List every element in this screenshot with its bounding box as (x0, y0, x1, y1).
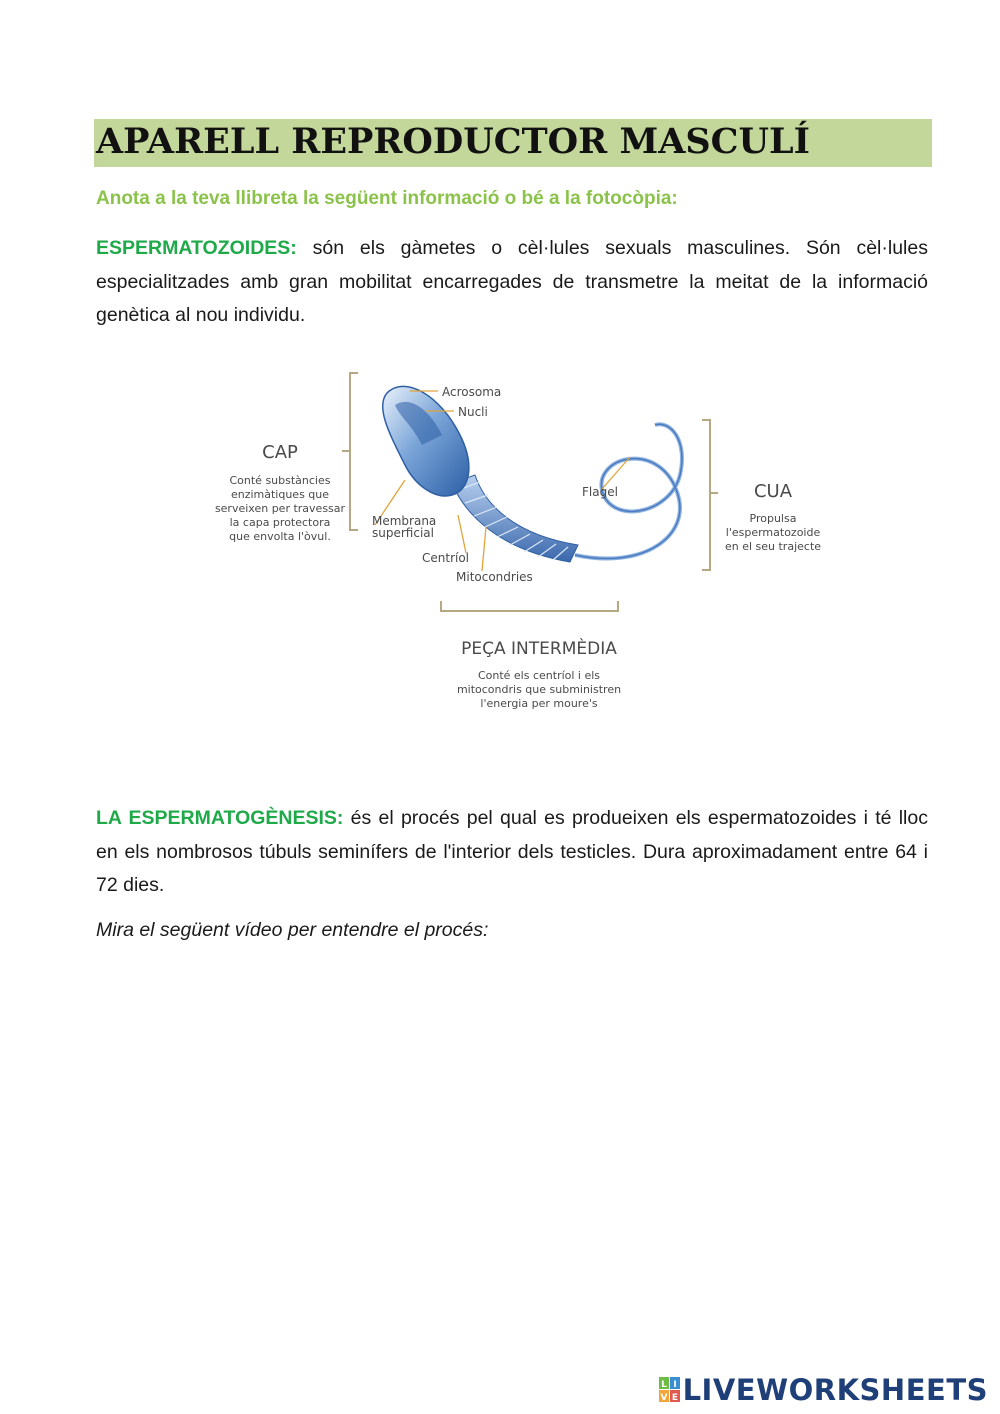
logo-letter: L (660, 1380, 667, 1390)
label-membrana: Membrana (372, 514, 437, 528)
midpiece (452, 475, 578, 562)
peca-desc-line: mitocondris que subministren (456, 683, 622, 696)
page-title: APARELL REPRODUCTOR MASCULÍ (96, 121, 810, 162)
liveworksheets-logo-icon (659, 1377, 681, 1403)
instruction-text: Anota a la teva llibreta la següent informació o bé a la fotocòpia: (96, 188, 678, 209)
cua-desc-line: l'espermatozoide (725, 526, 821, 539)
liveworksheets-footer (659, 1372, 988, 1408)
cua-bracket (702, 420, 718, 570)
logo-letter: V (660, 1393, 668, 1403)
label-superficial: superficial (372, 526, 434, 540)
cap-desc-line: Conté substàncies (229, 474, 331, 487)
cap-desc-line: serveixen per travessar (214, 502, 346, 515)
logo-letter: I (672, 1380, 677, 1390)
cap-desc-line: la capa protectora (229, 516, 331, 529)
label-nucli: Nucli (458, 405, 488, 419)
espermatogenesis-definition: és el procés pel qual es produeixen els espermatozoides i té lloc en els nombrosos túbuls seminífers de l'interior dels testicles. Dura aproximadament entre 64 i 72 dies. (96, 807, 928, 896)
espermatogenesis-paragraph (96, 802, 928, 903)
espermatogenesis-term: LA ESPERMATOGÈNESIS: (96, 807, 344, 829)
logo-letter: E (671, 1393, 678, 1403)
cap-desc-line: que envolta l'òvul. (229, 530, 331, 543)
peca-bracket (441, 601, 618, 611)
espermatozoides-term: ESPERMATOZOIDES: (96, 237, 297, 259)
label-mitocondries: Mitocondries (456, 570, 533, 584)
espermatozoides-paragraph (96, 232, 928, 333)
label-flagel: Flagel (582, 485, 618, 499)
cua-desc-line: en el seu trajecte (724, 540, 822, 553)
cap-desc-line: enzimàtiques que (230, 488, 330, 501)
peca-desc-line: Conté els centríol i els (477, 669, 601, 682)
peca-heading: PEÇA INTERMÈDIA (461, 639, 617, 659)
espermatozoides-definition: són els gàmetes o cèl·lules sexuals masculines. Són cèl·lules especialitzades amb gran mobilitat encarregades de transmetre la meitat de la informació genètica al nou individu. (96, 237, 928, 326)
label-centriol: Centríol (422, 551, 470, 565)
video-prompt: Mira el següent vídeo per entendre el procés: (96, 919, 489, 941)
cap-heading: CAP (262, 442, 298, 463)
cua-desc-line: Propulsa (749, 512, 797, 525)
label-acrosoma: Acrosoma (442, 385, 502, 399)
sperm-cell-diagram (190, 365, 840, 725)
liveworksheets-brand: LIVEWORKSHEETS (682, 1373, 988, 1407)
peca-desc-line: l'energia per moure's (480, 697, 598, 710)
cua-heading: CUA (753, 481, 793, 502)
